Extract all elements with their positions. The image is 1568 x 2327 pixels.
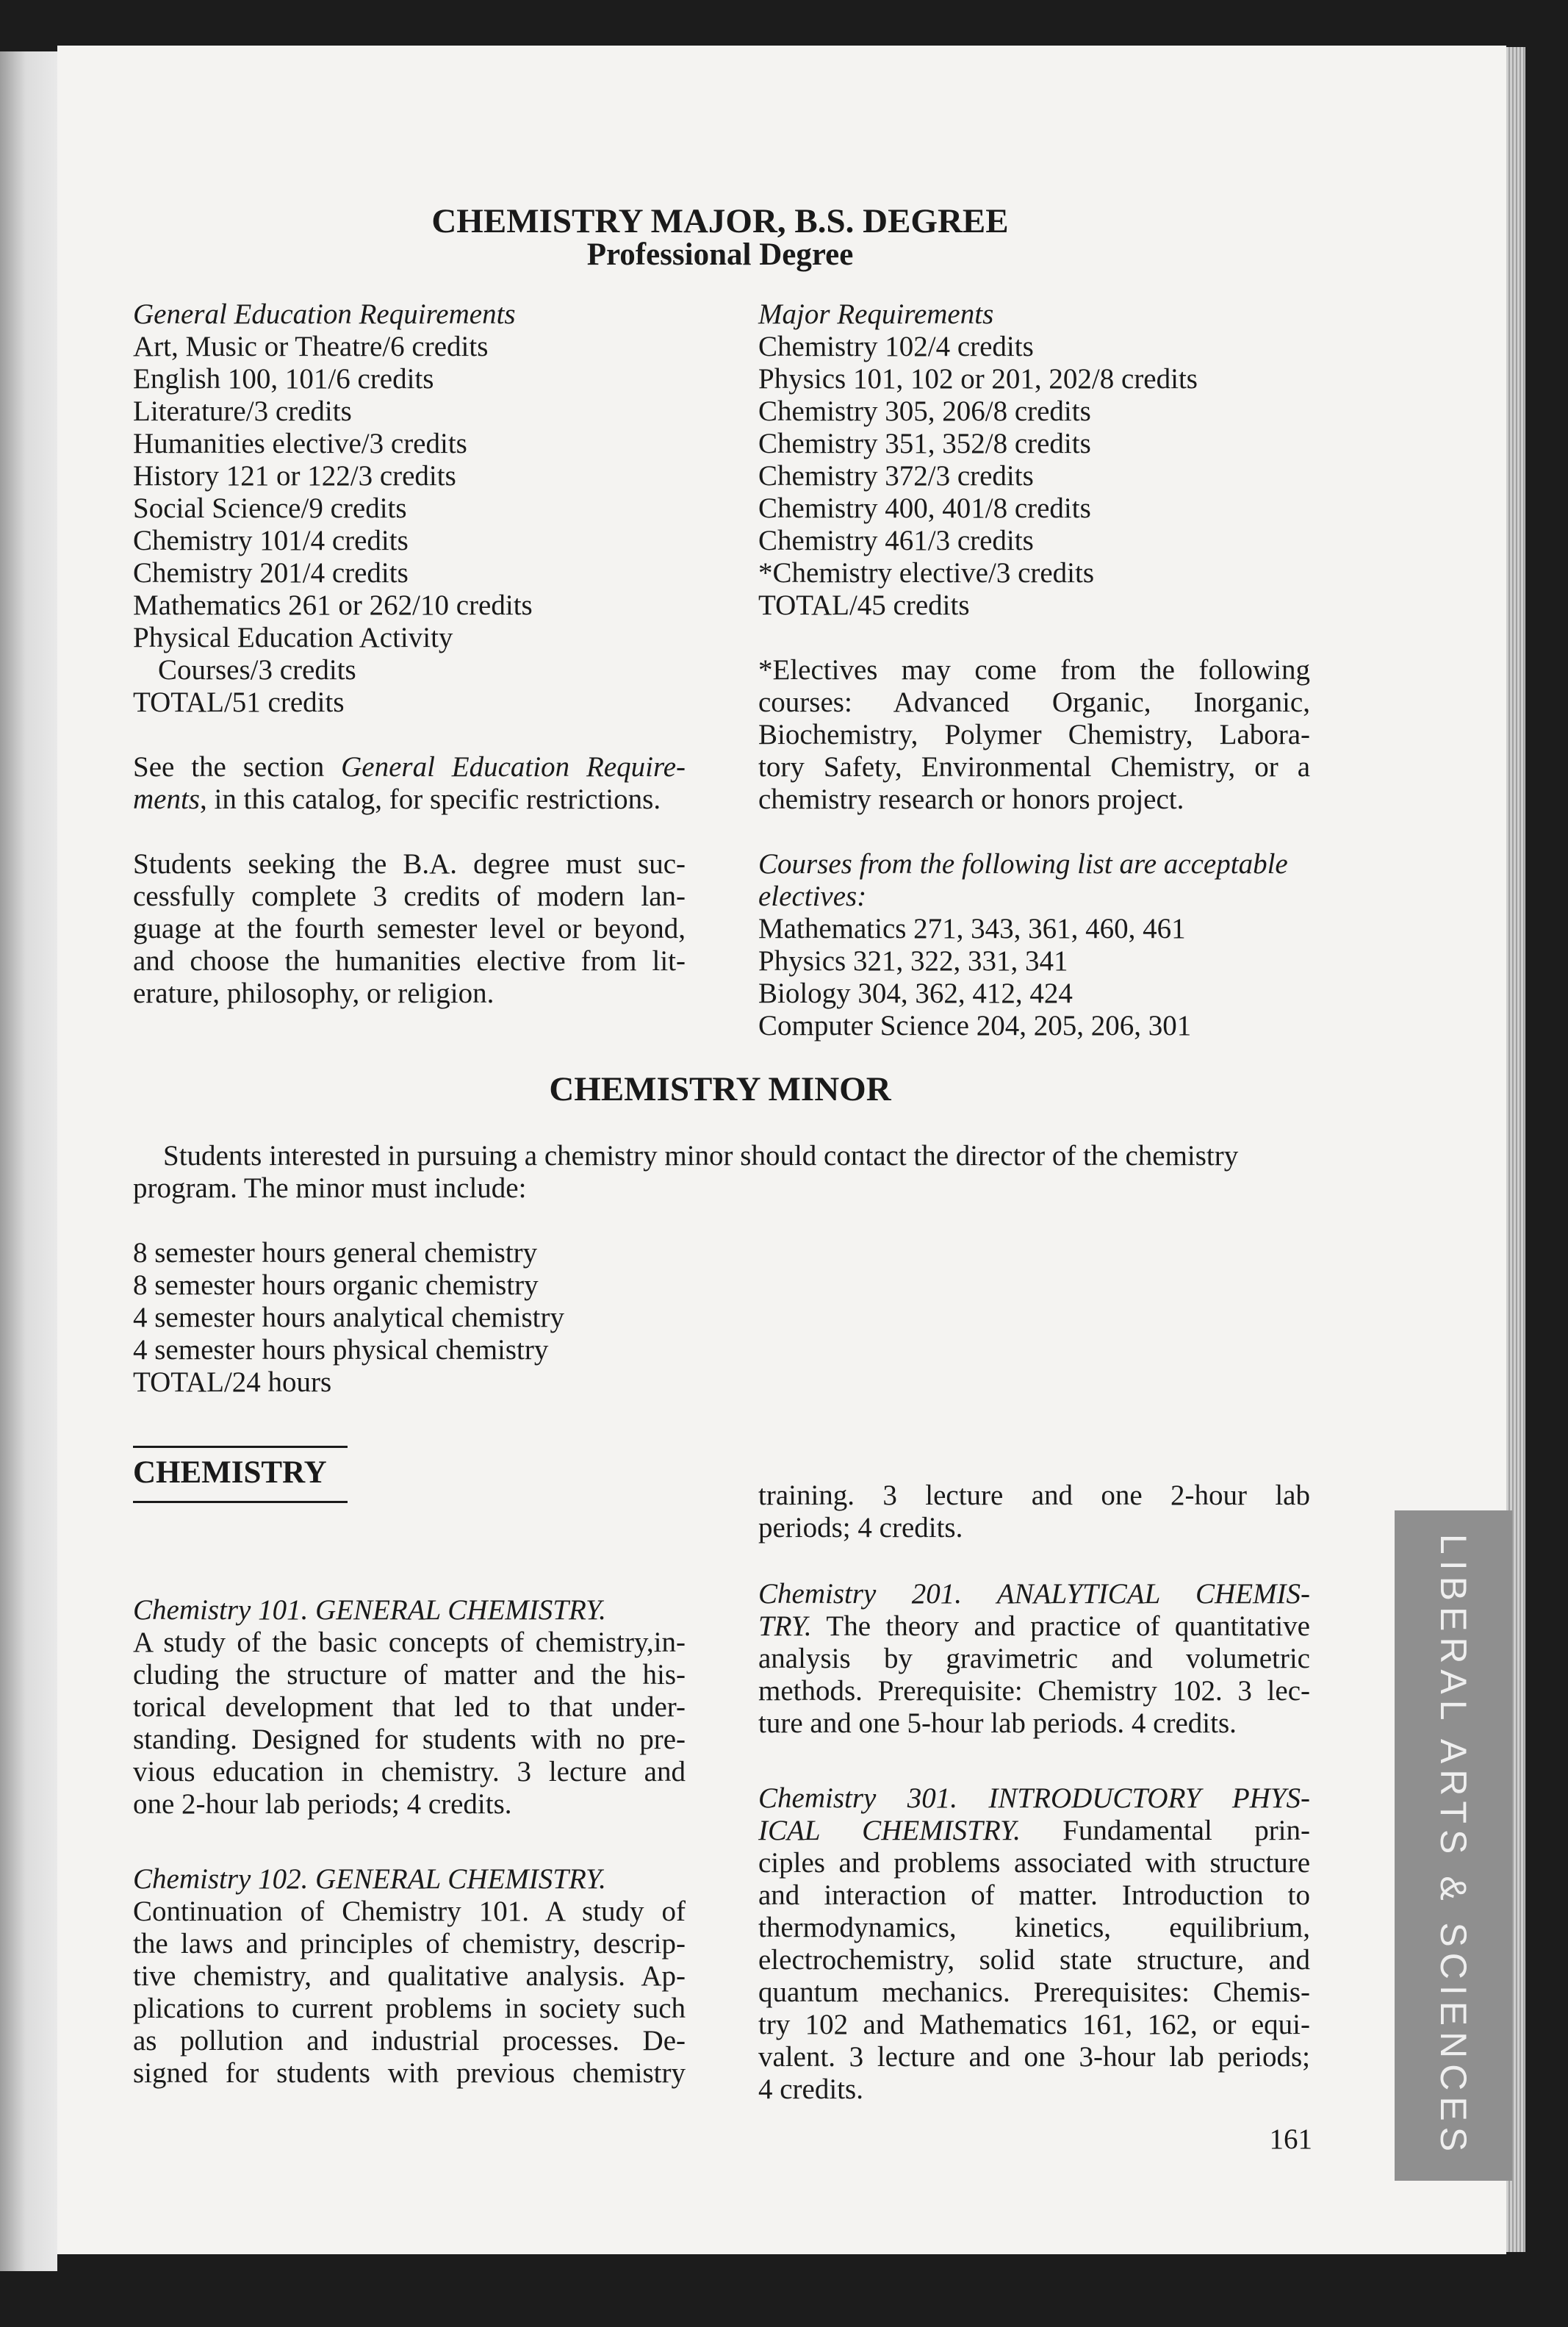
major-req-total: TOTAL/45 credits [758, 589, 970, 621]
course-301-line: electrochemistry, solid state structure, and [758, 1944, 1310, 1976]
course-102-line: the laws and principles of chemistry, descrip- [133, 1928, 686, 1960]
gen-ed-total: TOTAL/51 credits [133, 686, 345, 718]
ba-note-line: guage at the fourth semester level or beyond, [133, 913, 686, 944]
course-101-line: cluding the structure of matter and the his- [133, 1659, 686, 1690]
course-301-line: try 102 and Mathematics 161, 162, or equi- [758, 2009, 1310, 2040]
course-101-title: Chemistry 101. GENERAL CHEMISTRY. [133, 1594, 606, 1626]
ba-note-line: erature, philosophy, or religion. [133, 978, 495, 1009]
major-title: CHEMISTRY MAJOR, B.S. DEGREE [431, 202, 1009, 240]
minor-title: CHEMISTRY MINOR [549, 1070, 891, 1108]
gen-ed-item: Courses/3 credits [158, 654, 356, 686]
courses-heading: CHEMISTRY [133, 1455, 327, 1490]
major-req-item: Chemistry 400, 401/8 credits [758, 492, 1091, 524]
major-subtitle: Professional Degree [586, 237, 854, 272]
course-301-line: quantum mechanics. Prerequisites: Chemis- [758, 1976, 1310, 2008]
gen-ed-item: Chemistry 101/4 credits [133, 525, 409, 556]
major-req-item: Chemistry 372/3 credits [758, 460, 1034, 492]
gen-ed-item: English 100, 101/6 credits [133, 363, 434, 395]
ba-note-line: Students seeking the B.A. degree must suc- [133, 848, 686, 880]
course-301-line: ciples and problems associated with structure [758, 1847, 1310, 1879]
acceptable-item: Computer Science 204, 205, 206, 301 [758, 1010, 1192, 1041]
major-req-item: Chemistry 305, 206/8 credits [758, 395, 1091, 427]
course-301-title: Chemistry 301. INTRODUCTORY PHYS- [758, 1782, 1310, 1814]
gen-ed-item: Mathematics 261 or 262/10 credits [133, 589, 533, 621]
acceptable-heading: Courses from the following list are acceptable [758, 848, 1288, 880]
course-201-line: ture and one 5-hour lab periods. 4 credits. [758, 1707, 1237, 1739]
acceptable-item: Mathematics 271, 343, 361, 460, 461 [758, 913, 1186, 944]
major-req-item: Physics 101, 102 or 201, 202/8 credits [758, 363, 1198, 395]
acceptable-item: Biology 304, 362, 412, 424 [758, 978, 1073, 1009]
see-note-line: ments, in this catalog, for specific restrictions. [133, 784, 661, 815]
course-101-line: torical development that led to that under- [133, 1691, 686, 1723]
course-201-title: Chemistry 201. ANALYTICAL CHEMIS- [758, 1578, 1310, 1610]
gen-ed-item: Art, Music or Theatre/6 credits [133, 331, 489, 362]
electives-note-line: chemistry research or honors project. [758, 784, 1184, 815]
course-201-line: analysis by gravimetric and volumetric [758, 1643, 1310, 1674]
continuation-line: training. 3 lecture and one 2-hour lab [758, 1480, 1310, 1511]
course-102-line: tive chemistry, and qualitative analysis. Ap- [133, 1960, 686, 1992]
major-req-item: Chemistry 461/3 credits [758, 525, 1034, 556]
course-102-line: plications to current problems in society such [133, 1993, 686, 2024]
course-101-line: one 2-hour lab periods; 4 credits. [133, 1788, 512, 1820]
course-201-line: methods. Prerequisite: Chemistry 102. 3 lec- [758, 1675, 1310, 1707]
page-number: 161 [1269, 2123, 1312, 2155]
course-102-line: signed for students with previous chemistry [133, 2057, 686, 2089]
course-201-line: TRY. The theory and practice of quantitative [758, 1610, 1310, 1642]
gen-ed-item: Humanities elective/3 credits [133, 428, 467, 459]
gen-ed-item: Physical Education Activity [133, 622, 453, 653]
heading-rule-top [133, 1446, 348, 1448]
acceptable-item: Physics 321, 322, 331, 341 [758, 945, 1068, 977]
course-301-line: valent. 3 lecture and one 3-hour lab periods; [758, 2041, 1310, 2073]
minor-intro-line: Students interested in pursuing a chemistry minor should contact the director of the chemistry [163, 1140, 1239, 1172]
course-102-line: Continuation of Chemistry 101. A study of [133, 1896, 686, 1927]
minor-item: 8 semester hours organic chemistry [133, 1269, 539, 1301]
major-req-item: *Chemistry elective/3 credits [758, 557, 1095, 589]
see-note-line: See the section General Education Require- [133, 751, 686, 783]
acceptable-heading-cont: electives: [758, 881, 867, 912]
gen-ed-item: Social Science/9 credits [133, 492, 407, 524]
section-thumb-tab [1395, 1510, 1512, 2181]
continuation-line: periods; 4 credits. [758, 1512, 963, 1543]
gen-ed-item: History 121 or 122/3 credits [133, 460, 456, 492]
electives-note-line: courses: Advanced Organic, Inorganic, [758, 686, 1310, 718]
electives-note-line: *Electives may come from the following [758, 654, 1310, 686]
course-301-line: thermodynamics, kinetics, equilibrium, [758, 1912, 1310, 1943]
electives-note-line: Biochemistry, Polymer Chemistry, Labora- [758, 719, 1310, 750]
gen-ed-item: Literature/3 credits [133, 395, 352, 427]
course-101-line: vious education in chemistry. 3 lecture and [133, 1756, 686, 1788]
heading-rule-bottom [133, 1501, 348, 1503]
section-thumb-tab-label: LIBERAL ARTS & SCIENCES [1433, 1533, 1474, 2158]
major-req-item: Chemistry 102/4 credits [758, 331, 1034, 362]
minor-total: TOTAL/24 hours [133, 1366, 332, 1398]
minor-item: 4 semester hours analytical chemistry [133, 1302, 564, 1333]
major-req-item: Chemistry 351, 352/8 credits [758, 428, 1091, 459]
gen-ed-item: Chemistry 201/4 credits [133, 557, 409, 589]
course-301-line: 4 credits. [758, 2073, 863, 2105]
course-301-line: and interaction of matter. Introduction to [758, 1879, 1310, 1911]
course-301-line: ICAL CHEMISTRY. Fundamental prin- [758, 1815, 1311, 1846]
course-101-line: A study of the basic concepts of chemistry,in- [133, 1627, 686, 1658]
electives-note-line: tory Safety, Environmental Chemistry, or a [758, 751, 1310, 783]
minor-intro-line: program. The minor must include: [133, 1172, 527, 1204]
gen-ed-heading: General Education Requirements [133, 298, 516, 330]
ba-note-line: and choose the humanities elective from lit- [133, 945, 686, 977]
left-page-edge [0, 51, 57, 2271]
course-102-line: as pollution and industrial processes. De- [133, 2025, 686, 2057]
minor-item: 4 semester hours physical chemistry [133, 1334, 549, 1366]
major-req-heading: Major Requirements [758, 298, 994, 330]
minor-item: 8 semester hours general chemistry [133, 1237, 538, 1269]
ba-note-line: cessfully complete 3 credits of modern lan- [133, 881, 686, 912]
course-102-title: Chemistry 102. GENERAL CHEMISTRY. [133, 1863, 606, 1895]
course-101-line: standing. Designed for students with no pre- [133, 1724, 686, 1755]
